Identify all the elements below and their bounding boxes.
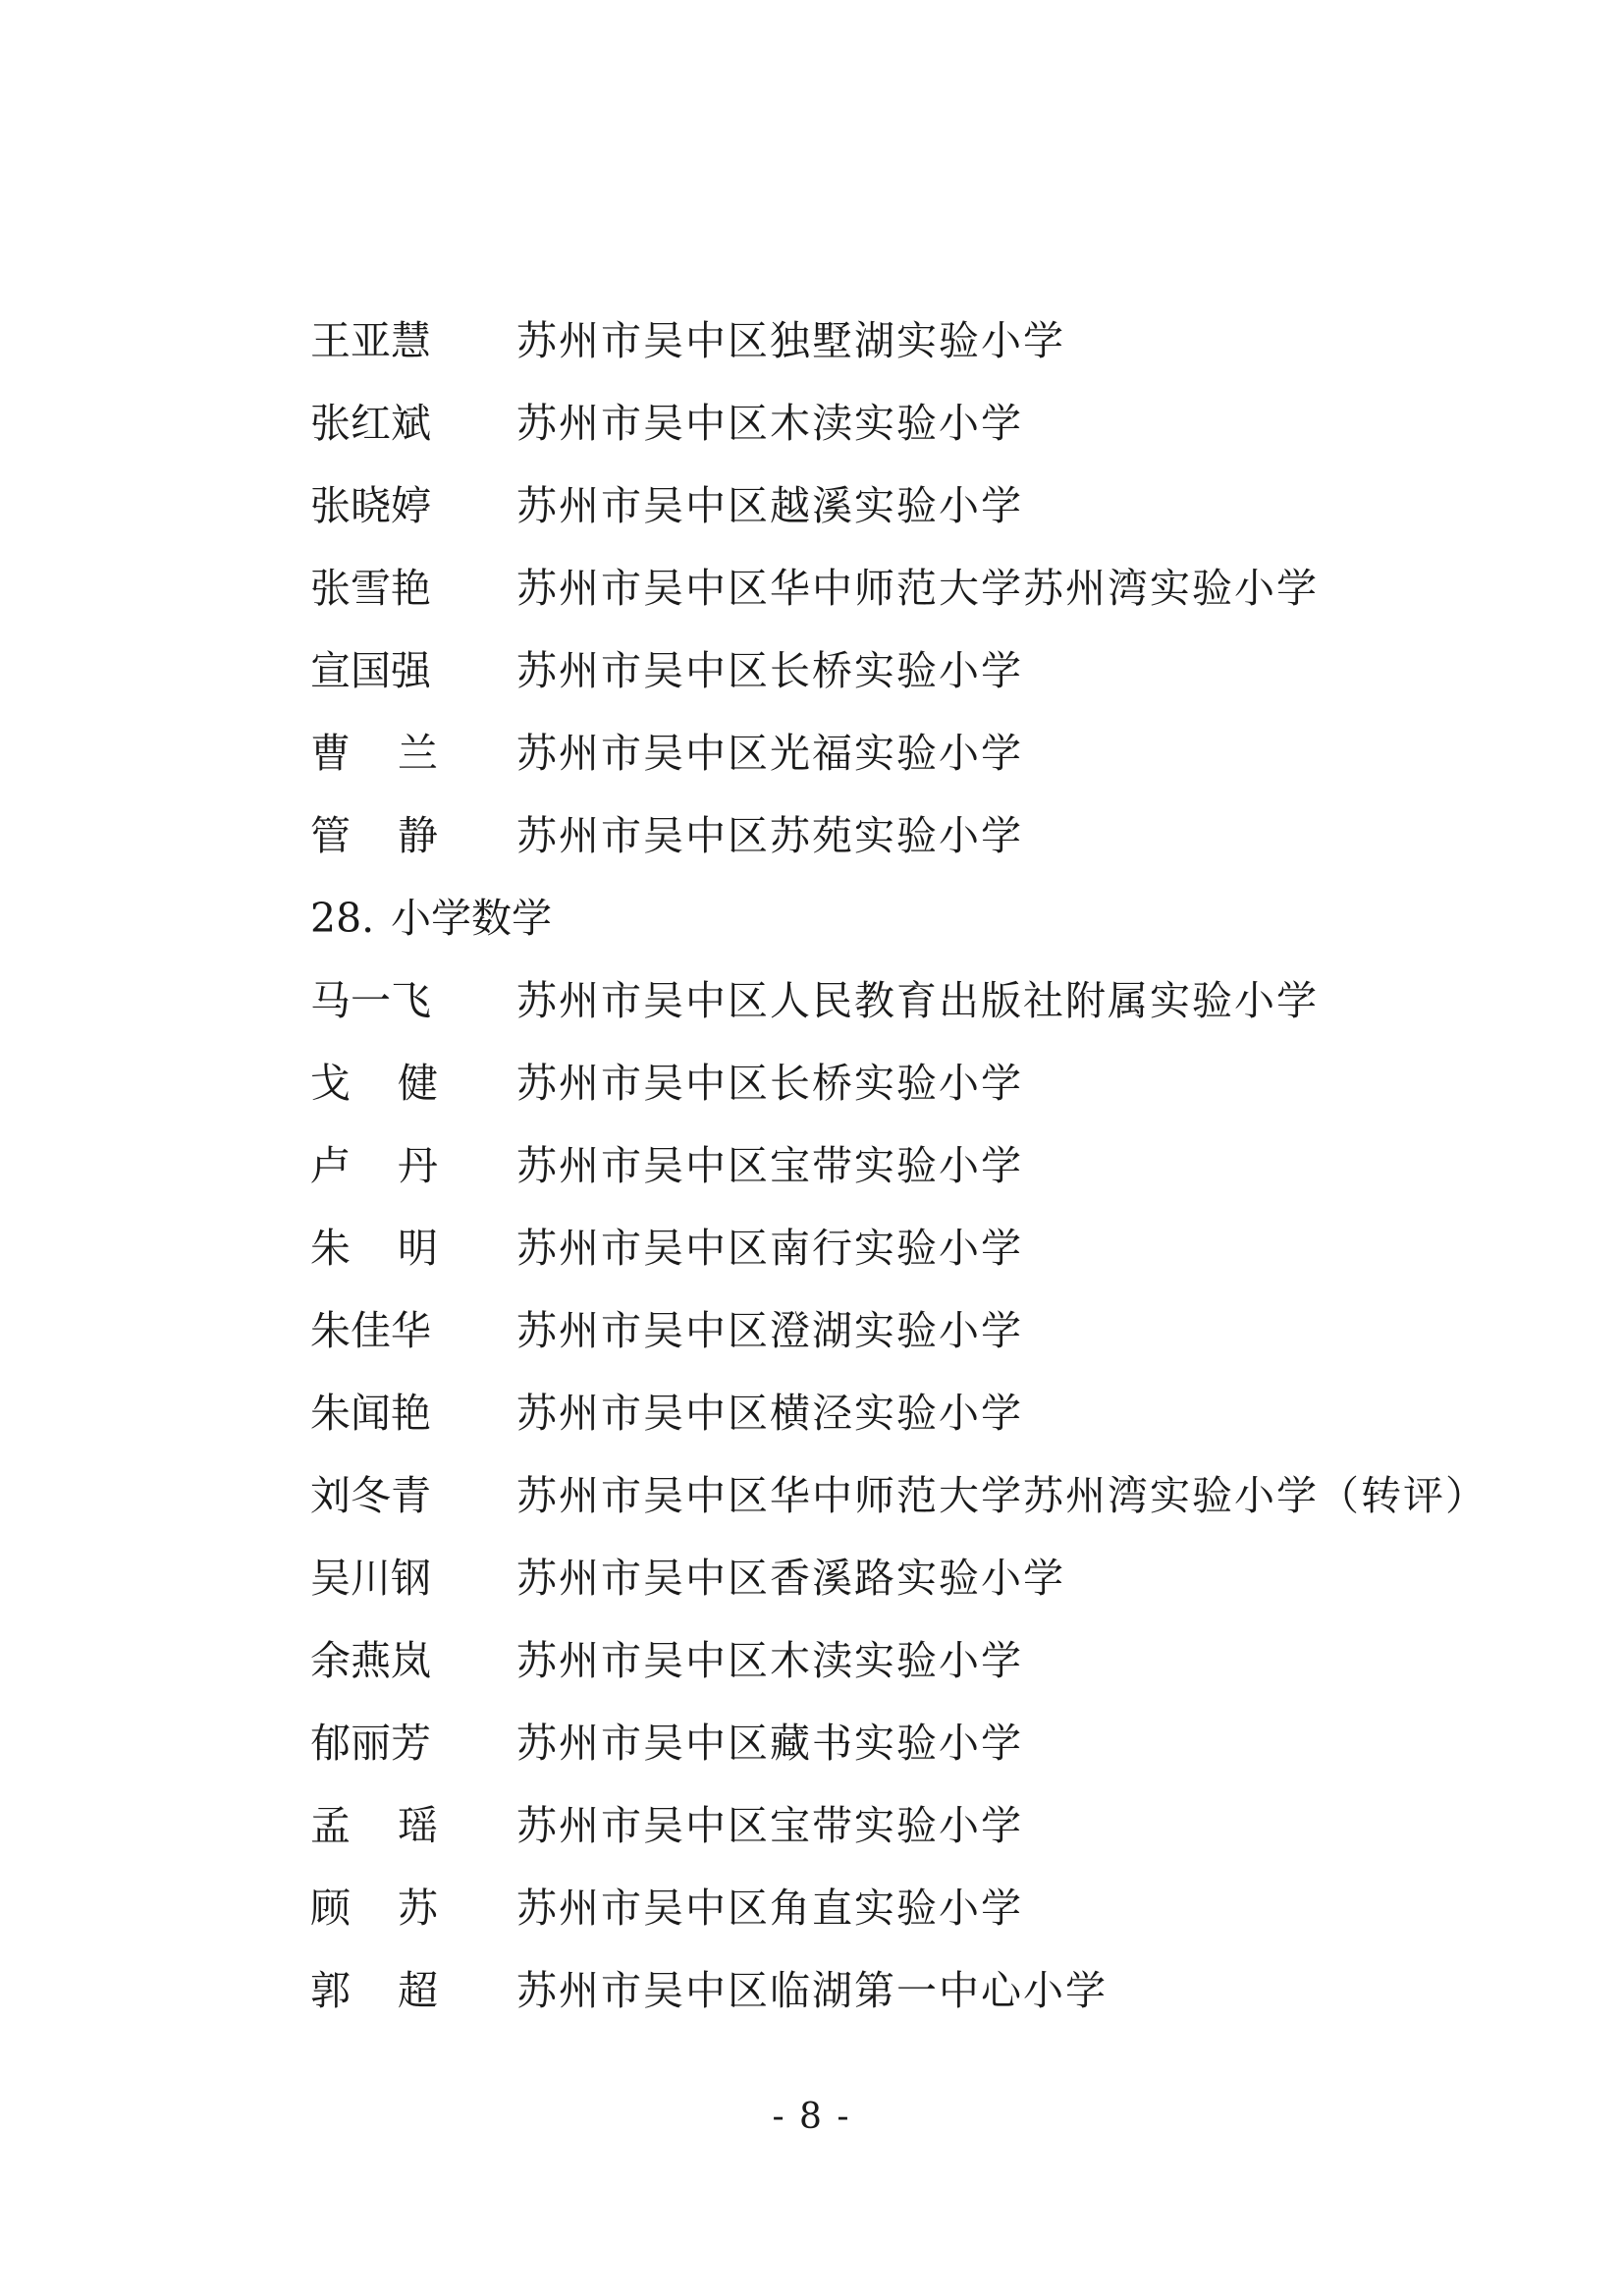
list-item [310,629,1488,712]
name-character: 管 [310,812,351,859]
name-character: 瑶 [398,1802,438,1849]
name-character: 顾 [310,1885,351,1932]
school-name: 苏州市吴中区宝带实验小学 [516,1142,1023,1189]
list-item [310,1784,1488,1867]
name-character: 朱 [310,1225,351,1272]
list-item [310,1372,1488,1454]
teacher-name: 朱佳华 [310,1307,431,1354]
list-item [310,1289,1488,1372]
name-character: 曹 [310,730,351,777]
list-item [310,1867,1488,1949]
name-character: 苏 [398,1885,438,1932]
list-item [310,1619,1488,1702]
school-name: 苏州市吴中区藏书实验小学 [516,1720,1023,1767]
teacher-name [310,794,438,877]
teacher-name: 马一飞 [310,977,431,1024]
name-character: 健 [398,1060,438,1107]
page-number: - 8 - [772,2097,851,2137]
section-number: 28. [310,895,375,942]
school-name: 苏州市吴中区越溪实验小学 [516,482,1023,529]
name-character: 郭 [310,1967,351,2014]
teacher-name: 郁丽芳 [310,1720,431,1767]
school-name: 苏州市吴中区澄湖实验小学 [516,1307,1023,1354]
school-name: 苏州市吴中区临湖第一中心小学 [516,1967,1108,2014]
name-character: 明 [398,1225,438,1272]
teacher-name: 宣国强 [310,647,431,694]
teacher-name [310,1207,438,1289]
name-character: 孟 [310,1802,351,1849]
teacher-name [310,1949,438,2032]
teacher-name [310,1867,438,1949]
teacher-name: 张红斌 [310,400,431,447]
name-character: 静 [398,812,438,859]
school-name: 苏州市吴中区横泾实验小学 [516,1390,1023,1437]
teacher-name: 张雪艳 [310,565,431,612]
name-list [310,300,1488,2032]
list-item [310,547,1488,629]
teacher-name: 余燕岚 [310,1637,431,1684]
list-item [310,1042,1488,1124]
teacher-name: 吴川钢 [310,1555,431,1602]
school-name: 苏州市吴中区华中师范大学苏州湾实验小学 [516,565,1319,612]
list-item [310,1949,1488,2032]
teacher-name [310,1042,438,1124]
school-name: 苏州市吴中区香溪路实验小学 [516,1555,1065,1602]
school-name: 苏州市吴中区光福实验小学 [516,730,1023,777]
school-name: 苏州市吴中区宝带实验小学 [516,1802,1023,1849]
school-name: 苏州市吴中区长桥实验小学 [516,647,1023,694]
name-character: 超 [398,1967,438,2014]
teacher-name: 刘冬青 [310,1472,431,1519]
section-heading [310,877,1488,959]
teacher-name: 张晓婷 [310,482,431,529]
list-item [310,382,1488,465]
school-name: 苏州市吴中区独墅湖实验小学 [516,317,1065,364]
list-item [310,1702,1488,1784]
list-item [310,794,1488,877]
school-name: 苏州市吴中区苏苑实验小学 [516,812,1023,859]
name-character: 卢 [310,1142,351,1189]
name-character: 戈 [310,1060,351,1107]
teacher-name [310,712,438,794]
school-name: 苏州市吴中区人民教育出版社附属实验小学 [516,977,1319,1024]
list-item [310,1124,1488,1207]
list-item [310,1207,1488,1289]
list-item [310,959,1488,1042]
list-item [310,300,1488,382]
school-name: 苏州市吴中区木渎实验小学 [516,1637,1023,1684]
school-name: 苏州市吴中区木渎实验小学 [516,400,1023,447]
list-item [310,712,1488,794]
section-title: 小学数学 [391,895,552,942]
school-name: 苏州市吴中区长桥实验小学 [516,1060,1023,1107]
teacher-name: 朱闻艳 [310,1390,431,1437]
list-item [310,1454,1488,1537]
list-item [310,465,1488,547]
list-item [310,1537,1488,1619]
name-character: 兰 [398,730,438,777]
teacher-name [310,1124,438,1207]
teacher-name: 王亚慧 [310,317,431,364]
teacher-name [310,1784,438,1867]
name-character: 丹 [398,1142,438,1189]
school-name: 苏州市吴中区角直实验小学 [516,1885,1023,1932]
school-name: 苏州市吴中区华中师范大学苏州湾实验小学（转评） [516,1472,1488,1519]
school-name: 苏州市吴中区南行实验小学 [516,1225,1023,1272]
